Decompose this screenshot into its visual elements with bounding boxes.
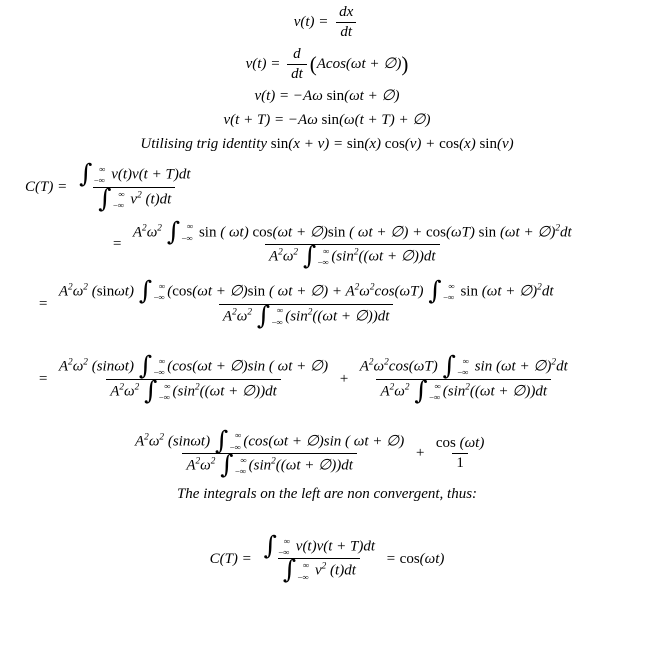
eq-velocity-sin [0,87,654,106]
fraction [55,351,332,406]
math-text: A [359,358,369,375]
eq-simplified-sum [0,425,654,481]
integral-sign: ∫ [302,241,317,272]
math-text: (sin [172,383,196,400]
superscript: 2 [389,382,395,393]
denominator [265,241,440,272]
integral-lower-limit: −∞ [158,392,170,403]
math-text: (x) [364,135,385,152]
denominator [278,555,360,586]
superscript: 2 [321,561,327,572]
integral [78,159,106,190]
integral-upper-limit: ∞ [118,188,125,199]
superscript: 2 [195,382,200,393]
math-text: (x) [459,135,480,152]
math-text: ω [373,358,385,375]
math-text: (cos(ωt + ∅)sin ( ωt + ∅) [167,358,329,375]
integral-lower-limit: −∞ [429,392,441,403]
fraction [259,530,380,586]
function-name: 1 [456,455,464,472]
math-text: ((ωt + ∅))dt [312,307,390,324]
note-trig-identity [0,135,654,154]
math-text: (sin [285,307,308,324]
superscript: 2 [137,190,142,201]
integral-limits [443,282,455,302]
fraction [55,275,558,331]
integral-sign: ∫ [214,425,229,456]
integral-upper-limit: ∞ [164,380,171,391]
math-text: (sin [442,383,466,400]
superscript: 2 [68,357,73,368]
superscript: 2 [210,456,216,467]
superscript: 2 [83,282,88,293]
math-text: ω [200,457,211,474]
function-name: cos [252,223,273,240]
math-text: ω [72,283,84,300]
function-name: sin [478,223,497,240]
integral-lower-limit: −∞ [112,200,125,211]
integral [220,450,247,481]
math-text [252,308,256,324]
math-text: v(t)v(t + T)dt [292,538,376,554]
integral-upper-limit: ∞ [448,280,455,291]
superscript: 2 [195,456,201,467]
math-text: A [58,283,69,300]
math-text: ((ωt + ∅))dt [358,248,436,265]
math-text: A [58,358,69,375]
numerator [289,46,305,64]
function-name: cos [384,135,405,152]
math-text [410,383,414,399]
superscript: 2 [68,282,73,293]
integral-sign: ∫ [138,351,153,382]
denominator [452,453,468,472]
math-text: ω [72,358,84,375]
math-text: (v) + [404,135,440,152]
integral-sign: ∫ [263,530,277,561]
integral [138,351,166,382]
integral [442,351,469,382]
math-text: ω [282,248,294,265]
math-text: ω [148,432,160,449]
math-text: dt [556,358,568,375]
math-text: (sinωt) [164,432,214,449]
superscript: 2 [551,357,557,368]
superscript: 2 [144,431,149,442]
integral-limits [153,357,165,377]
integral-limits [297,561,309,581]
integral-limits [93,165,105,185]
numerator [259,530,380,561]
function-name: sin [321,111,340,128]
integral-upper-limit: ∞ [277,305,284,316]
math-text: A [222,307,233,324]
integral-sign: ∫ [414,375,428,406]
numerator [432,435,489,453]
math-text: ( [87,283,97,300]
integral [138,275,166,306]
integral-limits [271,306,283,326]
function-name: sin [326,88,345,104]
math-text: ω [394,383,405,400]
eq-correlation-definition [0,159,654,214]
denominator [336,22,356,41]
denominator [219,300,394,331]
math-text: v(t) = −Aω [254,88,327,104]
math-text: ω [359,283,370,300]
numerator [131,425,408,456]
function-name: sin [247,283,266,300]
math-text: d [293,45,301,62]
math-text: ω [124,383,135,400]
superscript: 2 [134,382,140,393]
superscript: 2 [119,382,125,393]
numerator [55,351,332,382]
math-text: ω [236,307,248,324]
math-text: dt [291,65,303,82]
math-text: dx [339,4,354,20]
integral-lower-limit: −∞ [278,546,290,557]
integral-upper-limit: ∞ [323,246,330,257]
note-non-convergent [0,485,654,504]
math-text: ωt) [114,283,138,300]
integral-sign: ∫ [442,351,456,382]
math-text: = [38,295,52,312]
numerator [129,216,576,247]
eq-velocity-dx-dt [0,4,654,42]
integral-upper-limit: ∞ [235,430,242,441]
math-text: A [132,223,143,240]
superscript: 2 [354,282,360,293]
function-name: sin [327,223,346,240]
math-text: cos(ωT) [388,358,442,375]
integral-lower-limit: −∞ [457,367,469,378]
math-text: sin (ωt + ∅) [470,358,552,375]
function-name: sin [460,283,478,300]
math-text: cos(ωT) [374,283,428,300]
function-name: cos [439,135,460,152]
integral-upper-limit: ∞ [434,380,441,391]
math-text: + [411,445,429,462]
superscript: 2 [83,357,88,368]
function-name: sin [270,135,289,152]
integral-limits [317,247,329,267]
big-paren: ( [309,51,317,76]
math-text: v(t) = [245,55,285,72]
math-text: v(t) = [293,14,333,31]
numerator [74,159,195,190]
integral-lower-limit: −∞ [234,466,247,477]
math-text: v [126,191,138,208]
integral-limits [457,357,469,377]
eq-final-result [0,530,654,586]
integral-limits [181,222,193,242]
integral-sign: ∫ [428,275,442,306]
math-text: v [311,562,322,579]
math-text [298,249,302,265]
integral [166,216,194,247]
math-text: dt [560,223,572,240]
superscript: 2 [369,282,375,293]
integral-sign: ∫ [144,375,158,406]
math-text: (t)dt [141,191,172,208]
integral-limits [158,382,170,402]
integral [214,425,242,456]
math-text: C(T) = [25,179,71,196]
superscript: 2 [293,247,299,258]
math-text: A [186,457,196,474]
integral-upper-limit: ∞ [283,535,291,546]
math-text: = [38,371,52,388]
math-text: ((ωt + ∅))dt [199,383,277,400]
superscript: 2 [307,306,313,317]
superscript: 2 [159,431,165,442]
math-text [215,458,219,474]
fraction [131,425,408,481]
math-text: (t)dt [326,562,356,579]
function-name: sin [96,283,115,300]
eq-expansion-split [0,351,654,406]
superscript: 2 [404,382,410,393]
denominator [93,183,175,214]
superscript: 2 [247,306,252,317]
integral-limits [112,190,124,210]
integral-lower-limit: −∞ [317,257,329,268]
superscript: 2 [537,282,542,293]
math-text: A [110,383,120,400]
integral [282,555,310,586]
integral [302,241,330,272]
integral-upper-limit: ∞ [159,280,166,291]
math-text [162,224,166,240]
denominator [182,450,357,481]
eq-velocity-shifted [0,111,654,130]
integral-sign: ∫ [256,300,271,331]
integral-limits [278,537,290,557]
function-name: cos [399,550,420,567]
integral [256,300,284,331]
integral-sign: ∫ [220,450,234,481]
superscript: 2 [384,357,389,368]
integral-sign: ∫ [98,183,112,214]
superscript: 2 [232,306,237,317]
math-text: (ω(t + T) + ∅) [339,111,431,128]
superscript: 2 [142,222,147,233]
integral-sign: ∫ [166,216,180,247]
integral-lower-limit: −∞ [181,232,193,243]
math-text: (ωt + ∅) [192,283,248,300]
math-text: ( [167,283,173,300]
eq-expansion-step-1 [0,216,654,272]
integral-lower-limit: −∞ [93,175,105,186]
fraction [74,159,195,214]
math-text: (sin [331,248,354,265]
math-text: Utilising trig identity [140,135,271,152]
function-name: sin [198,223,217,240]
fraction [356,351,572,406]
math-text: (x + v) = [288,135,347,152]
math-text: ((ωt + ∅))dt [469,383,548,400]
integral-upper-limit: ∞ [159,356,166,367]
fraction [129,216,576,272]
function-name: cos [172,283,193,300]
integral-upper-limit: ∞ [99,164,106,175]
math-text: (ωT) [445,223,479,240]
math-text: (ωt + ∅) [496,223,556,240]
math-text: A [268,248,279,265]
integral-sign: ∫ [78,159,93,190]
eq-expansion-step-2 [0,275,654,331]
math-text: (ωt) [419,550,445,567]
numerator [356,351,572,382]
math-text: (sinωt) [87,358,138,375]
integral [428,275,455,306]
math-text: The integrals on the left are non convergent, thus: [176,485,478,502]
math-text: (ωt) [455,435,485,452]
superscript: 2 [353,247,359,258]
superscript: 2 [278,247,283,258]
math-text: (ωt + ∅) [272,223,328,240]
integral [144,375,171,406]
math-text: (ωt + ∅) [344,88,400,104]
numerator [335,4,357,22]
integral-upper-limit: ∞ [187,221,194,232]
integral-lower-limit: −∞ [229,441,241,452]
math-text [139,383,143,399]
math-text: (sin [248,457,272,474]
function-name: sin [346,135,365,152]
superscript: 2 [368,357,374,368]
fraction [287,46,307,84]
integral-sign: ∫ [282,555,296,586]
integral-upper-limit: ∞ [240,455,247,466]
math-text: v(t)v(t + T)dt [107,166,191,183]
integral-limits [429,382,441,402]
integral-lower-limit: −∞ [153,292,165,303]
superscript: 2 [465,382,470,393]
math-text: C(T) = [209,550,256,567]
denominator [376,375,551,406]
math-text: dt [541,283,554,300]
math-text: ( ωt + ∅) + A [265,283,355,300]
integral-lower-limit: −∞ [153,367,165,378]
math-text: A [135,432,145,449]
denominator [287,64,307,83]
integral [263,530,291,561]
math-text: (ωt + ∅) [477,283,538,300]
function-name: cos [425,223,446,240]
integral-sign: ∫ [138,275,153,306]
integral-limits [153,282,165,302]
function-name: sin [479,135,497,152]
math-text: ( ωt) [216,223,253,240]
math-text: (cos(ωt + ∅)sin ( ωt + ∅) [243,432,405,449]
function-name: cos [435,435,456,452]
integral-lower-limit: −∞ [443,292,455,303]
integral-upper-limit: ∞ [462,356,469,367]
integral [98,183,125,214]
math-text: v(t + T) = −Aω [223,111,322,128]
superscript: 2 [157,222,162,233]
integral-upper-limit: ∞ [303,560,310,571]
numerator [55,275,558,306]
superscript: 2 [555,222,561,233]
fraction [335,4,357,42]
math-text: + [335,371,353,388]
math-text: ω [146,223,158,240]
math-text: = [112,236,126,253]
denominator [106,375,281,406]
math-text: A [380,383,390,400]
integral-limits [229,431,241,451]
math-text: ((ωt + ∅))dt [275,457,353,474]
eq-velocity-derivative-cos [0,46,654,84]
fraction [432,435,489,473]
integral-lower-limit: −∞ [271,316,283,327]
big-paren: ) [401,51,409,76]
math-text: = [382,550,400,567]
integral-lower-limit: −∞ [297,571,309,582]
math-text: Acos(ωt + ∅) [316,55,402,72]
superscript: 2 [271,456,276,467]
math-text: ( ωt + ∅) + [345,223,426,240]
integral [414,375,441,406]
integral-limits [234,456,246,476]
math-text: (v) [496,135,514,152]
math-text: dt [340,24,353,41]
